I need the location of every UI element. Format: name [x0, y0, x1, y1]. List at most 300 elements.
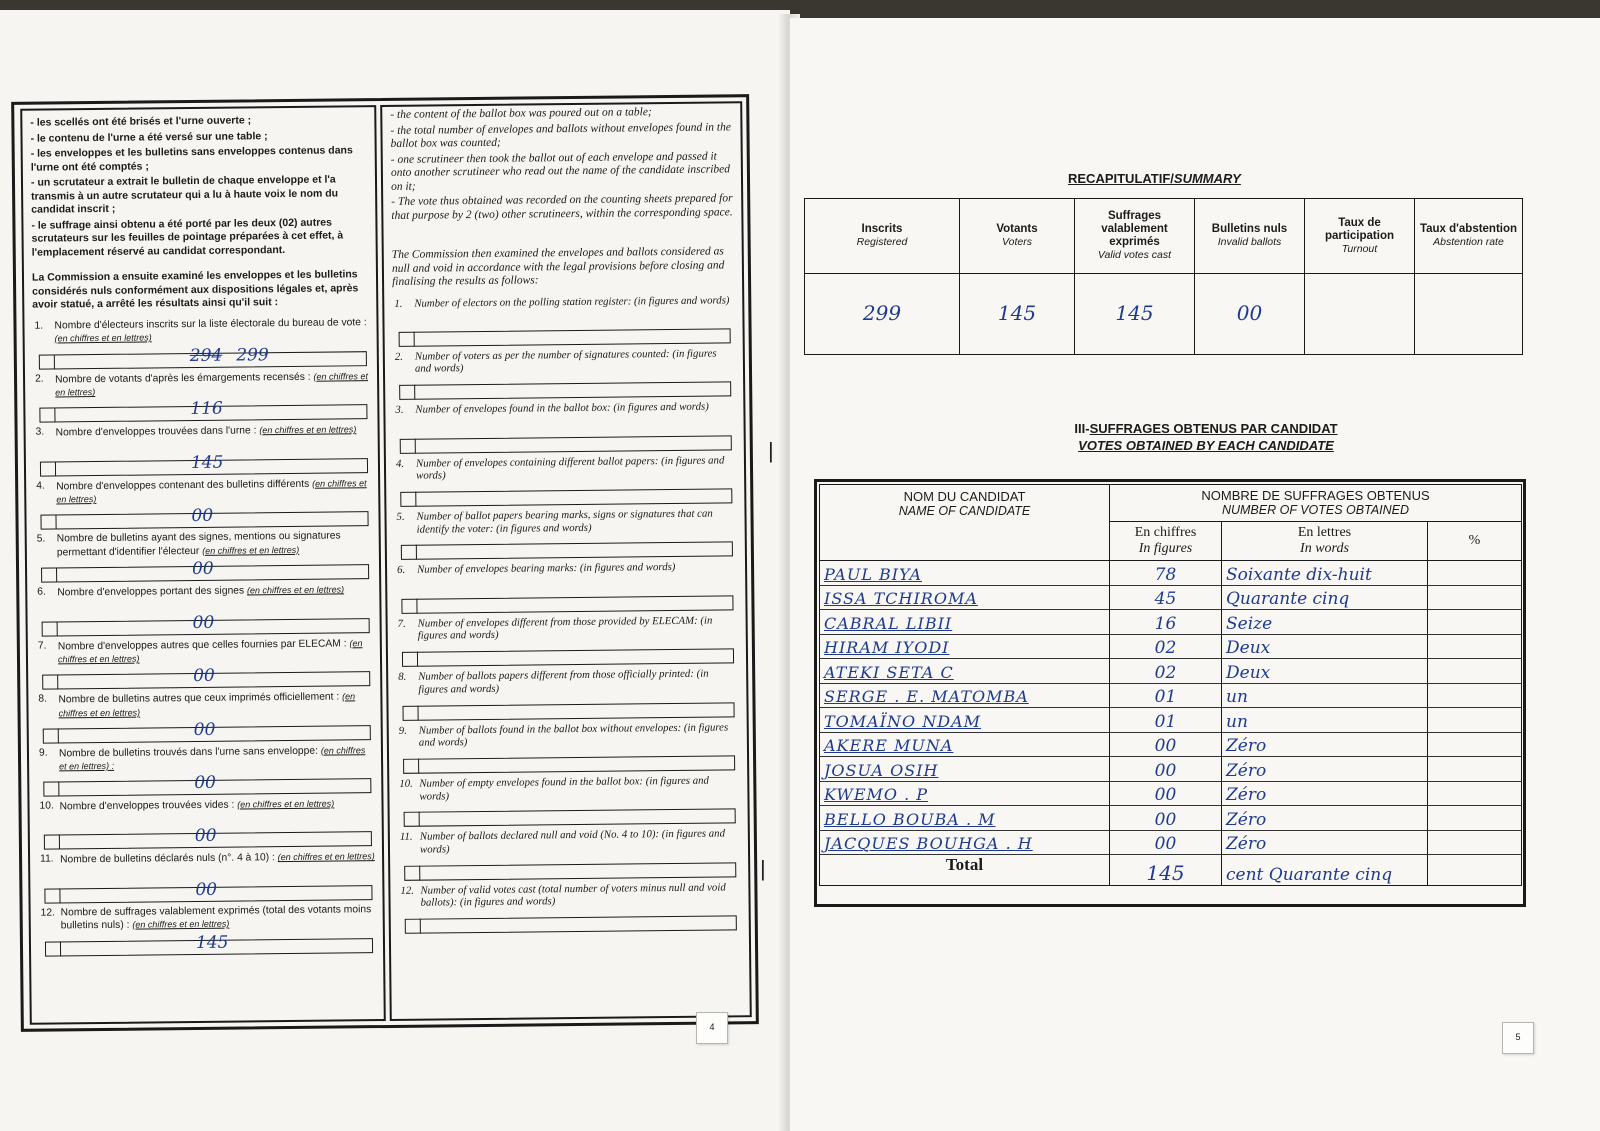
- candidate-percent-cell[interactable]: [1428, 683, 1522, 708]
- candidate-figures: 02: [1154, 638, 1177, 658]
- candidate-percent-cell[interactable]: [1428, 634, 1522, 659]
- item-number: 11.: [399, 831, 413, 844]
- candidate-words: Soixante dix-huit: [1226, 564, 1372, 585]
- item-subtext: (en chiffres et en lettres): [277, 851, 375, 863]
- item-number: 9.: [398, 724, 407, 737]
- votes-header-fr: NOMBRE DE SUFFRAGES OBTENUS: [1201, 488, 1430, 503]
- answer-field[interactable]: [404, 862, 736, 880]
- item-subtext: (en chiffres et en lettres): [58, 691, 356, 719]
- candidate-row: [820, 610, 1522, 635]
- handwritten-answer: [194, 721, 216, 738]
- summary-header-fr: Suffrages valablement exprimés: [1101, 210, 1168, 248]
- summary-header-cell: [1415, 199, 1523, 274]
- french-items: [32, 317, 377, 961]
- answer-field[interactable]: [402, 702, 734, 720]
- item-question: [34, 477, 372, 508]
- candidate-words-cell[interactable]: [1222, 634, 1428, 659]
- item-number: 6.: [397, 564, 406, 577]
- answer-field[interactable]: [400, 435, 732, 453]
- candidate-name-cell[interactable]: [820, 634, 1110, 659]
- candidate-percent-cell[interactable]: [1428, 830, 1522, 855]
- french-bullet: - le contenu de l'urne a été versé sur une table ;: [30, 129, 268, 145]
- summary-value-cell[interactable]: [960, 274, 1075, 355]
- candidate-percent-cell[interactable]: [1428, 659, 1522, 684]
- summary-title-fr: RECAPITULATIF/: [1068, 171, 1174, 186]
- item-text: Nombre d'enveloppes portant des signes: [57, 585, 245, 599]
- candidate-name-cell[interactable]: [820, 585, 1110, 610]
- answer-field[interactable]: [40, 452, 368, 476]
- answer-field[interactable]: [44, 826, 372, 850]
- english-bullet: - one scrutineer then took the ballot out of each envelope and passed it onto another scrutineer who read out the name of the candidate inscribed on it;: [390, 150, 731, 193]
- item-question: [397, 721, 739, 750]
- candidate-figures: 00: [1154, 809, 1177, 830]
- item-question: [398, 828, 740, 857]
- summary-header-en: Invalid ballots: [1217, 236, 1282, 248]
- candidate-name-cell[interactable]: [820, 683, 1110, 708]
- candidate-row: [820, 708, 1522, 733]
- candidate-figures-cell[interactable]: [1110, 781, 1222, 806]
- french-column: [20, 105, 386, 1025]
- item-number: 6.: [37, 587, 46, 599]
- votes-total-row: [820, 855, 1522, 886]
- candidate-name-cell[interactable]: [820, 781, 1110, 806]
- candidate-percent-cell[interactable]: [1428, 732, 1522, 757]
- candidate-name: JACQUES BOUHGA . H: [824, 834, 1033, 853]
- form-item: [393, 401, 736, 458]
- candidate-figures: 01: [1154, 687, 1177, 707]
- handwritten-answer: [195, 879, 218, 900]
- candidate-figures: 45: [1154, 589, 1177, 609]
- handwritten-answer: [192, 561, 214, 578]
- english-column: [380, 101, 752, 1021]
- item-text: Nombre de bulletins trouvés dans l'urne sans enveloppe:: [58, 745, 319, 760]
- answer-field[interactable]: [404, 809, 736, 827]
- answer-field[interactable]: [43, 772, 371, 796]
- candidate-header-fr: NOM DU CANDIDAT: [903, 489, 1026, 504]
- form-item: [33, 370, 372, 427]
- item-subtext: (en chiffres et en lettres): [57, 638, 363, 665]
- item-question: [393, 347, 735, 376]
- summary-header-cell: [1195, 199, 1305, 274]
- candidate-words-cell[interactable]: [1222, 561, 1428, 586]
- item-text: Number of ballot papers bearing marks, signs or signatures that can identify the voter: (in figures and words): [416, 507, 713, 536]
- item-subtext: (en chiffres et en lettres): [259, 424, 357, 436]
- votes-title-en: VOTES OBTAINED BY EACH CANDIDATE: [1078, 438, 1334, 453]
- item-text: Nombre d'enveloppes trouvées dans l'urne :: [55, 425, 257, 439]
- summary-table: [804, 198, 1523, 355]
- form-item: [396, 614, 739, 671]
- answer-value: 00: [194, 772, 217, 794]
- form-item: [32, 317, 371, 374]
- candidate-words: Seize: [1226, 613, 1273, 634]
- item-subtext: (en chiffres et en lettres): [237, 798, 335, 810]
- answer-field[interactable]: [39, 345, 367, 369]
- handwritten-answer: [195, 828, 217, 845]
- votes-column-header: [1110, 485, 1522, 522]
- item-text: Nombre d'enveloppes trouvées vides :: [59, 799, 235, 813]
- form-item: [397, 721, 740, 778]
- french-intro: La Commission a ensuite examiné les enveloppes et les bulletins considérés nuls conformément aux dispositions légales et, après avoir statué, a arrêté les résultats ainsi qu'il suit :: [31, 268, 359, 311]
- answer-field[interactable]: [42, 612, 370, 636]
- candidate-percent-cell[interactable]: [1428, 585, 1522, 610]
- margin-mark: |: [768, 438, 774, 463]
- candidate-words: Zéro: [1226, 785, 1267, 805]
- summary-header-cell: [805, 199, 960, 274]
- item-text: Number of voters as per the number of signatures counted: (in figures and words): [414, 347, 717, 376]
- summary-value: 299: [862, 301, 902, 325]
- candidate-name-cell[interactable]: [820, 732, 1110, 757]
- item-text: Nombre de bulletins autres que ceux imprimés officiellement :: [58, 691, 340, 706]
- form-item: [394, 454, 737, 511]
- item-text: Number of envelopes found in the ballot box: (in figures and words): [415, 400, 709, 416]
- summary-header-cell: [1305, 199, 1415, 274]
- english-bullet: - The vote thus obtained was recorded on the counting sheets prepared for that purpose by 2 (two) other scrutineers, within the corresponding space.: [391, 192, 733, 222]
- right-page: [760, 18, 1600, 1131]
- english-bullet: - the total number of envelopes and ballots without envelopes found in the ballot box was counted;: [390, 120, 731, 150]
- handwritten-answer: [191, 454, 224, 471]
- item-question: [397, 774, 739, 803]
- candidate-words-cell[interactable]: [1222, 708, 1428, 733]
- summary-value-cell[interactable]: [1305, 274, 1415, 355]
- candidate-figures: 16: [1154, 613, 1177, 634]
- item-question: [393, 401, 735, 417]
- summary-header-fr: Taux d'abstention: [1419, 223, 1518, 235]
- votes-table: [819, 484, 1522, 886]
- summary-header-en: Abstention rate: [1433, 236, 1504, 248]
- candidate-name: HIRAM IYODI: [824, 638, 950, 657]
- item-number: 12.: [400, 884, 414, 897]
- candidate-words: Deux: [1226, 638, 1271, 658]
- english-procedure-list: [390, 105, 733, 223]
- total-words: cent Quarante cinq: [1226, 865, 1393, 885]
- candidate-row: [820, 634, 1522, 659]
- item-question: [37, 797, 375, 814]
- handwritten-answer: [194, 772, 217, 794]
- summary-values-row: [805, 274, 1523, 355]
- struck-value: 294: [189, 345, 223, 366]
- answer-value: 00: [193, 719, 216, 740]
- figures-column-header: [1110, 522, 1222, 561]
- candidate-figures: 00: [1154, 760, 1177, 781]
- votes-body: [820, 561, 1522, 855]
- candidate-name-cell[interactable]: [820, 757, 1110, 782]
- candidate-figures-cell[interactable]: [1110, 757, 1222, 782]
- candidate-words: Zéro: [1226, 834, 1267, 854]
- form-item: [395, 561, 738, 618]
- answer-field[interactable]: [399, 382, 731, 400]
- candidate-figures: 78: [1154, 564, 1177, 585]
- candidate-figures-cell[interactable]: [1110, 830, 1222, 855]
- item-number: 2.: [394, 350, 404, 363]
- item-question: [396, 614, 738, 643]
- item-text: Nombre de bulletins ayant des signes, mentions ou signatures permettant d'identifier l'électeur: [56, 530, 341, 558]
- candidate-figures-cell[interactable]: [1110, 683, 1222, 708]
- form-item: [397, 774, 740, 831]
- item-question: [35, 530, 373, 560]
- candidate-name: TOMAÏNO NDAM: [824, 711, 982, 731]
- item-question: [395, 561, 737, 577]
- candidate-row: [820, 561, 1522, 586]
- summary-header-cell: [1075, 199, 1195, 274]
- candidate-percent-cell[interactable]: [1428, 806, 1522, 831]
- candidate-column-header: [820, 485, 1110, 561]
- item-number: 10.: [399, 777, 413, 790]
- handwritten-answer: [190, 398, 223, 420]
- answer-field[interactable]: [45, 932, 373, 956]
- item-number: 8.: [38, 693, 48, 705]
- candidate-figures-cell[interactable]: [1110, 585, 1222, 610]
- candidate-figures: 01: [1154, 711, 1177, 732]
- candidate-figures-cell[interactable]: [1110, 561, 1222, 586]
- answer-field[interactable]: [403, 755, 735, 773]
- french-bullet: - le suffrage ainsi obtenu a été porté par les deux (02) autres scrutateurs sur les feuilles de pointage préparées à cet effet, à l'emplacement réservé au candidat correspondant.: [31, 216, 344, 259]
- candidate-row: [820, 781, 1522, 806]
- answer-field[interactable]: [44, 879, 372, 903]
- answer-value: 00: [191, 559, 214, 580]
- candidate-row: [820, 757, 1522, 782]
- candidate-row: [820, 732, 1522, 757]
- item-number: 2.: [34, 373, 44, 385]
- candidate-percent-cell[interactable]: [1428, 610, 1522, 635]
- figures-header-fr: En chiffres: [1134, 525, 1197, 540]
- item-number: 9.: [38, 747, 48, 759]
- answer-field[interactable]: [40, 505, 368, 529]
- form-item: [35, 530, 374, 587]
- answer-value: 116: [190, 398, 223, 420]
- candidate-row: [820, 683, 1522, 708]
- form-item: [36, 690, 375, 747]
- english-intro: The Commission then examined the envelopes and ballots considered as null and void in accordance with the legal provisions before closing and finalising the results as follows:: [391, 245, 725, 288]
- votes-header-en: NUMBER OF VOTES OBTAINED: [1221, 503, 1410, 517]
- total-label: Total: [820, 855, 1110, 886]
- candidate-words: Zéro: [1226, 760, 1267, 781]
- answer-value: 00: [192, 612, 215, 633]
- item-subtext: (en chiffres et en lettres): [56, 477, 367, 505]
- handwritten-answer: [191, 505, 214, 527]
- summary-value-cell[interactable]: [1075, 274, 1195, 355]
- form-item: [398, 881, 741, 938]
- candidate-figures-cell[interactable]: [1110, 806, 1222, 831]
- item-question: [394, 454, 736, 483]
- item-text: Number of ballots declared null and void (No. 4 to 10): (in figures and words): [419, 827, 726, 856]
- summary-header-en: Valid votes cast: [1097, 249, 1172, 261]
- item-number: 10.: [39, 800, 54, 812]
- candidate-words-cell[interactable]: [1222, 830, 1428, 855]
- form-item: [36, 637, 375, 694]
- form-item: [34, 477, 373, 534]
- item-number: 8.: [398, 671, 407, 684]
- candidate-figures: 00: [1154, 785, 1177, 805]
- item-number: 7.: [37, 640, 47, 652]
- item-text: Nombre de suffrages valablement exprimés (total des votants moins bulletins nuls) :: [60, 903, 372, 932]
- answer-field[interactable]: [401, 595, 733, 613]
- english-bullet: - the content of the ballot box was poured out on a table;: [390, 106, 652, 121]
- summary-header-en: Turnout: [1341, 242, 1378, 255]
- item-question: [39, 904, 377, 934]
- item-subtext: (en chiffres et en lettres) :: [59, 744, 366, 772]
- candidate-header-en: NAME OF CANDIDATE: [898, 504, 1031, 518]
- item-text: Number of valid votes cast (total number of voters minus null and void ballots): (in figures and words): [420, 881, 726, 909]
- form-item: [37, 797, 376, 854]
- summary-header-fr: Inscrits: [861, 223, 903, 235]
- item-text: Number of electors on the polling station register: (in figures and words): [414, 293, 730, 310]
- votes-title-fr: SUFFRAGES OBTENUS PAR CANDIDAT: [1089, 421, 1338, 436]
- summary-title-en: SUMMARY: [1173, 171, 1241, 186]
- item-text: Nombre de bulletins déclarés nuls (n°. 4 à 10) :: [60, 852, 275, 866]
- figures-header-en: In figures: [1138, 541, 1193, 556]
- candidate-name-cell[interactable]: [820, 659, 1110, 684]
- answer-value: 00: [191, 505, 214, 527]
- item-number: 5.: [36, 533, 46, 545]
- candidate-name: SERGE . E. MATOMBA: [824, 687, 1029, 706]
- handwritten-answer: [192, 612, 215, 633]
- item-question: [392, 294, 734, 310]
- page-number-right: 5: [1502, 1022, 1534, 1054]
- answer-field[interactable]: [42, 666, 370, 689]
- votes-table-frame: [814, 479, 1526, 907]
- candidate-words: Quarante cinq: [1226, 589, 1350, 609]
- candidate-percent-cell[interactable]: [1428, 757, 1522, 782]
- item-text: Nombre d'enveloppes autres que celles fournies par ELECAM :: [57, 638, 347, 653]
- item-number: 1.: [394, 297, 403, 310]
- total-figures-cell: [1110, 855, 1222, 886]
- candidate-words-cell[interactable]: [1222, 659, 1428, 684]
- candidate-words-cell[interactable]: [1222, 683, 1428, 708]
- summary-header-en: Registered: [856, 236, 908, 248]
- form-item: [392, 294, 735, 351]
- candidate-name: ATEKI SETA C: [824, 662, 954, 682]
- answer-field[interactable]: [401, 542, 733, 560]
- candidate-figures: 00: [1154, 834, 1177, 854]
- candidate-name-cell[interactable]: [820, 610, 1110, 635]
- handwritten-answer: [195, 932, 229, 954]
- candidate-percent-cell[interactable]: [1428, 561, 1522, 586]
- candidate-words-cell[interactable]: [1222, 806, 1428, 831]
- words-column-header: [1222, 522, 1428, 561]
- margin-mark: |: [760, 856, 766, 881]
- answer-field[interactable]: [402, 649, 734, 667]
- item-question: [394, 507, 736, 536]
- candidate-words-cell[interactable]: [1222, 781, 1428, 806]
- handwritten-answer: [190, 347, 269, 365]
- answer-field[interactable]: [41, 559, 369, 583]
- candidate-words: Zéro: [1226, 736, 1267, 756]
- summary-value-cell[interactable]: [1195, 274, 1305, 355]
- form-item: [37, 744, 376, 801]
- percent-column-header: %: [1428, 522, 1522, 561]
- answer-field[interactable]: [39, 398, 367, 422]
- item-question: [36, 637, 374, 668]
- answer-field[interactable]: [405, 916, 737, 934]
- form-item: [35, 584, 374, 641]
- form-item: [38, 851, 377, 908]
- item-question: [32, 317, 370, 347]
- answer-value: 00: [193, 666, 215, 687]
- summary-value-cell[interactable]: [805, 274, 960, 355]
- item-subtext: (en chiffres et en lettres): [246, 584, 345, 596]
- item-question: [35, 584, 373, 601]
- item-number: 11.: [40, 853, 54, 866]
- item-question: [33, 370, 371, 401]
- candidate-name-cell[interactable]: [820, 561, 1110, 586]
- answer-field[interactable]: [399, 328, 731, 346]
- french-bullet: - les enveloppes et les bulletins sans enveloppes contenus dans l'urne ont été comptés ;: [30, 144, 353, 174]
- summary-value-cell[interactable]: [1415, 274, 1523, 355]
- candidate-figures-cell[interactable]: [1110, 708, 1222, 733]
- form-item: [394, 507, 737, 564]
- candidate-row: [820, 806, 1522, 831]
- item-text: Number of ballots papers different from those officially printed: (in figures and words): [418, 667, 709, 696]
- candidate-name-cell[interactable]: [820, 830, 1110, 855]
- candidate-name: PAUL BIYA: [824, 564, 922, 584]
- answer-value: 00: [195, 879, 218, 900]
- candidate-name: AKERE MUNA: [824, 736, 954, 755]
- item-question: [38, 851, 376, 868]
- candidate-name: JOSUA OSIH: [824, 760, 939, 780]
- answer-value: 145: [190, 452, 224, 473]
- votes-title-prefix: III-: [1074, 421, 1090, 436]
- total-figures: 145: [1146, 861, 1185, 885]
- item-text: Nombre de votants d'après les émargements recensés :: [55, 371, 311, 386]
- summary-header-row: [805, 199, 1523, 274]
- item-number: 7.: [397, 617, 406, 630]
- item-text: Number of empty envelopes found in the ballot box: (in figures and words): [419, 774, 709, 803]
- candidate-figures-cell[interactable]: [1110, 610, 1222, 635]
- votes-header-row: [820, 485, 1522, 522]
- item-number: 1.: [34, 320, 44, 332]
- answer-field[interactable]: [43, 719, 371, 743]
- candidate-name: ISSA TCHIROMA: [824, 589, 978, 608]
- candidate-percent-cell[interactable]: [1428, 708, 1522, 733]
- item-question: [37, 744, 375, 775]
- candidate-percent-cell[interactable]: [1428, 781, 1522, 806]
- candidate-words: un: [1226, 711, 1248, 732]
- item-question: [396, 668, 738, 697]
- item-number: 3.: [35, 426, 45, 438]
- candidate-figures-cell[interactable]: [1110, 634, 1222, 659]
- words-header-en: In words: [1300, 541, 1349, 556]
- answer-field[interactable]: [400, 488, 732, 506]
- item-text: Number of envelopes containing different ballot papers: (in figures and words): [415, 454, 725, 482]
- candidate-name-cell[interactable]: [820, 806, 1110, 831]
- form-item: [34, 423, 373, 480]
- form-item: [396, 668, 739, 725]
- item-number: 4.: [36, 480, 45, 492]
- answer-value: 145: [195, 932, 229, 954]
- candidate-figures-cell[interactable]: [1110, 732, 1222, 757]
- candidate-words-cell[interactable]: [1222, 732, 1428, 757]
- french-bullet: - un scrutateur a extrait le bulletin de chaque enveloppe et l'a transmis à un autre scrutateur qui a lu à haute voix le nom du candidat inscrit ;: [30, 173, 339, 216]
- form-item: [398, 828, 741, 885]
- candidate-words-cell[interactable]: [1222, 757, 1428, 782]
- candidate-figures-cell[interactable]: [1110, 659, 1222, 684]
- item-number: 12.: [40, 907, 56, 919]
- total-percent-cell: [1428, 855, 1522, 886]
- item-subtext: (en chiffres et en lettres): [202, 544, 300, 556]
- summary-header-cell: [960, 199, 1075, 274]
- item-text: Nombre d'enveloppes contenant des bulletins différents: [56, 478, 310, 493]
- item-question: [34, 423, 372, 440]
- candidate-name: BELLO BOUBA . M: [824, 809, 996, 829]
- candidate-words-cell[interactable]: [1222, 610, 1428, 635]
- summary-value: 145: [997, 301, 1037, 325]
- candidate-name-cell[interactable]: [820, 708, 1110, 733]
- summary-header-fr: Taux de participation: [1324, 216, 1394, 242]
- candidate-name: CABRAL LIBII: [824, 613, 953, 633]
- candidate-words-cell[interactable]: [1222, 585, 1428, 610]
- item-number: 4.: [395, 457, 405, 470]
- item-question: [36, 690, 374, 721]
